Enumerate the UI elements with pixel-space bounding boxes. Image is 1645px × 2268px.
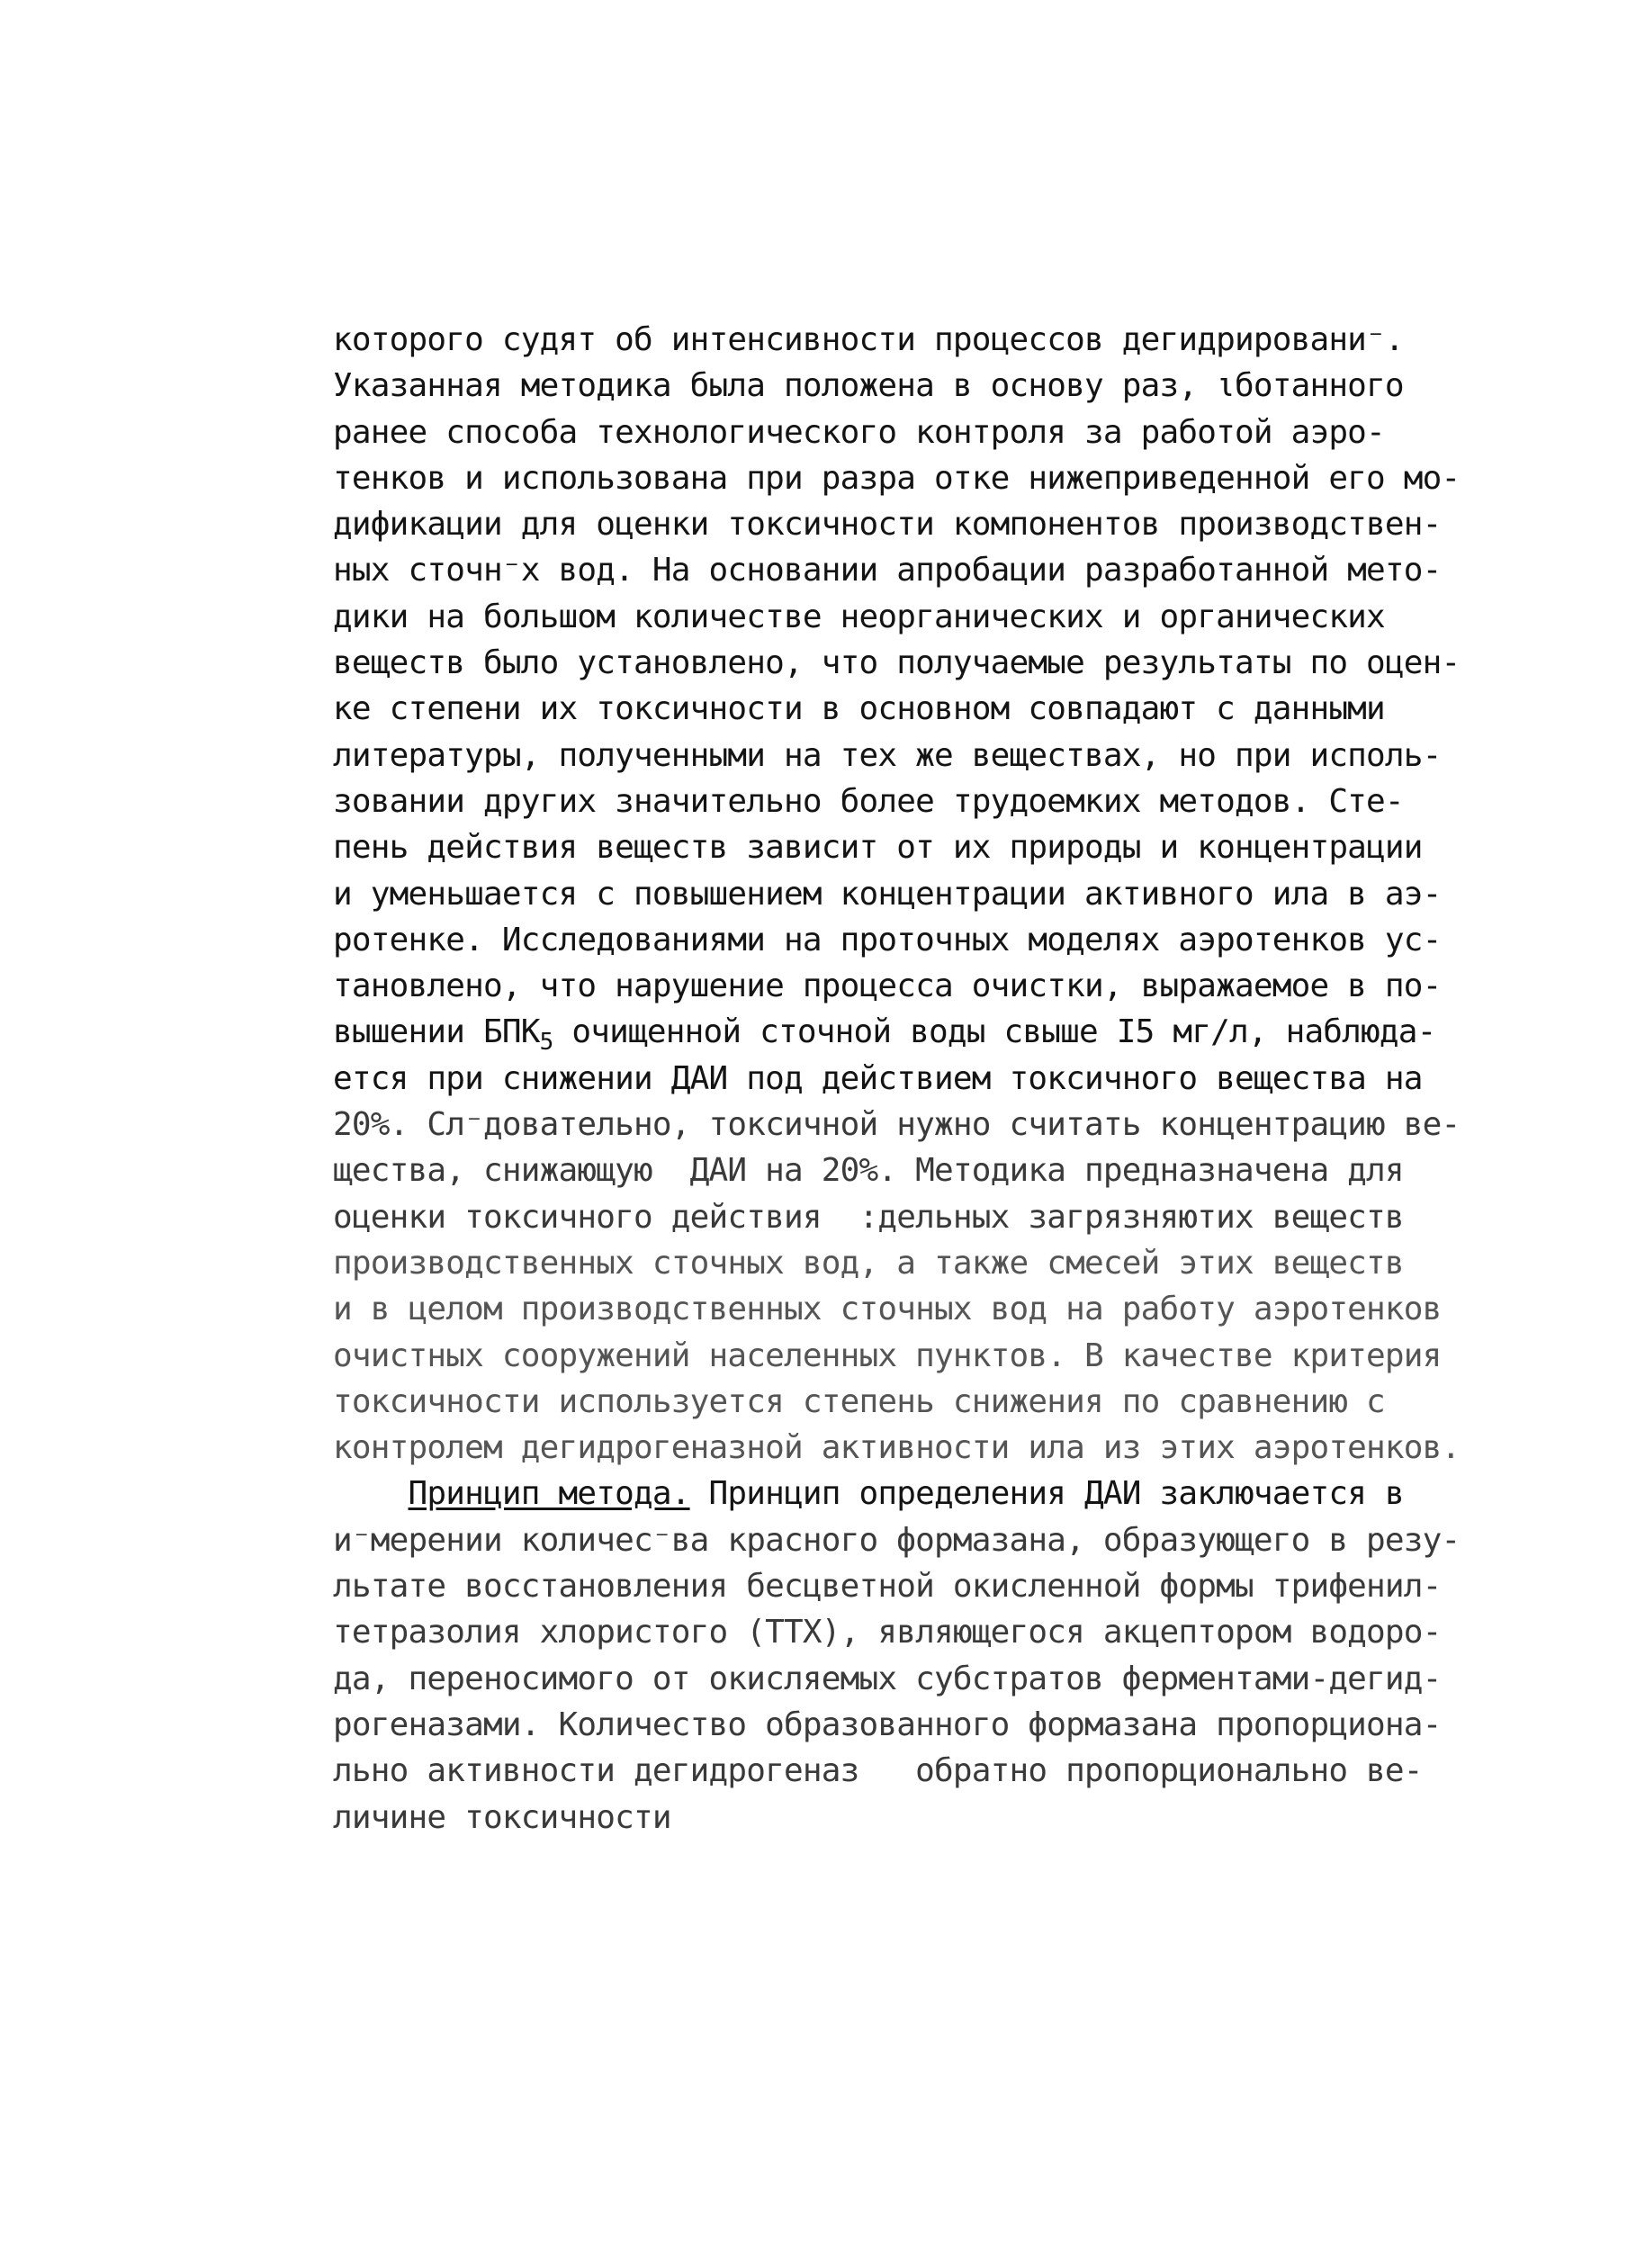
bpk-line-end: очищенной сточной воды свыше I5 мг/л, наблюда-: [553, 1013, 1436, 1051]
text-line: Указанная методика была положена в основу раз, ιботанного: [333, 367, 1404, 405]
section-heading: Принцип метода.: [408, 1475, 690, 1513]
text-line: тенков и использована при разра отке нижеприведенной его мо-: [333, 459, 1461, 497]
text-line: и⁻мерении количес⁻ва красного формазана, образующего в резу-: [333, 1521, 1461, 1559]
text-line: ранее способа технологического контроля за работой аэро-: [333, 413, 1385, 451]
text-line: токсичности используется степень снижения по сравнению с: [333, 1382, 1385, 1420]
text-line: щества, снижающую ДАИ на 20%. Методика предназначена для: [333, 1152, 1404, 1190]
text-line: тетразолия хлористого (ТТХ), являющегося акцептором водоро-: [333, 1614, 1442, 1652]
text-line: ротенке. Исследованиями на проточных моделях аэротенков ус-: [333, 921, 1442, 958]
bpk-subscript: 5: [539, 1029, 553, 1057]
text-line: и уменьшается с повышением концентрации активного ила в аэ-: [333, 875, 1442, 913]
text-line: зовании других значительно более трудоемких методов. Сте-: [333, 782, 1404, 820]
principle-line: [333, 1471, 1467, 1516]
typewritten-text: [333, 317, 1467, 1840]
text-line: рогеназами. Количество образованного формазана пропорциона-: [333, 1706, 1442, 1743]
text-line: очистных сооружений населенных пунктов. В качестве критерия: [333, 1336, 1442, 1374]
text-line: и в целом производственных сточных вод на работу аэротенков: [333, 1291, 1442, 1328]
text-line: тановлено, что нарушение процесса очистки, выражаемое в по-: [333, 968, 1442, 1005]
text-line: 20%. Сл⁻довательно, токсичной нужно считать концентрацию ве-: [333, 1106, 1461, 1144]
text-line: дификации для оценки токсичности компонентов производствен-: [333, 506, 1442, 544]
text-line: ных сточн⁻х вод. На основании апробации разработанной мето-: [333, 552, 1442, 590]
text-line: льно активности дегидрогеназ обратно пропорционально ве-: [333, 1752, 1423, 1790]
text-line: да, переносимого от окисляемых субстратов ферментами-дегид-: [333, 1660, 1442, 1697]
text-line: которого судят об интенсивности процессов дегидрировани⁻.: [333, 321, 1404, 358]
text-line: производственных сточных вод, а также смесей этих веществ: [333, 1244, 1404, 1282]
principle-text: Принцип определения ДАИ заключается в: [689, 1475, 1404, 1513]
text-line: ется при снижении ДАИ под действием токсичного вещества на: [333, 1059, 1423, 1097]
text-line: льтате восстановления бесцветной окисленной формы трифенил-: [333, 1568, 1442, 1606]
text-line: контролем дегидрогеназной активности ила из этих аэротенков.: [333, 1429, 1461, 1467]
text-line: личине токсичности: [333, 1798, 671, 1836]
text-line: ке степени их токсичности в основном совпадают с данными: [333, 690, 1385, 728]
text-line: литературы, полученными на тех же веществах, но при исполь-: [333, 736, 1442, 774]
bpk-line-start: вышении БПК: [333, 1013, 540, 1051]
text-line: дики на большом количестве неорганических и органических: [333, 598, 1385, 635]
bpk-text-line: [333, 1009, 1467, 1055]
text-line: веществ было установлено, что получаемые результаты по оцен-: [333, 644, 1461, 682]
text-line: пень действия веществ зависит от их природы и концентрации: [333, 829, 1423, 867]
text-line: оценки токсичного действия :дельных загрязняютих веществ: [333, 1198, 1404, 1236]
